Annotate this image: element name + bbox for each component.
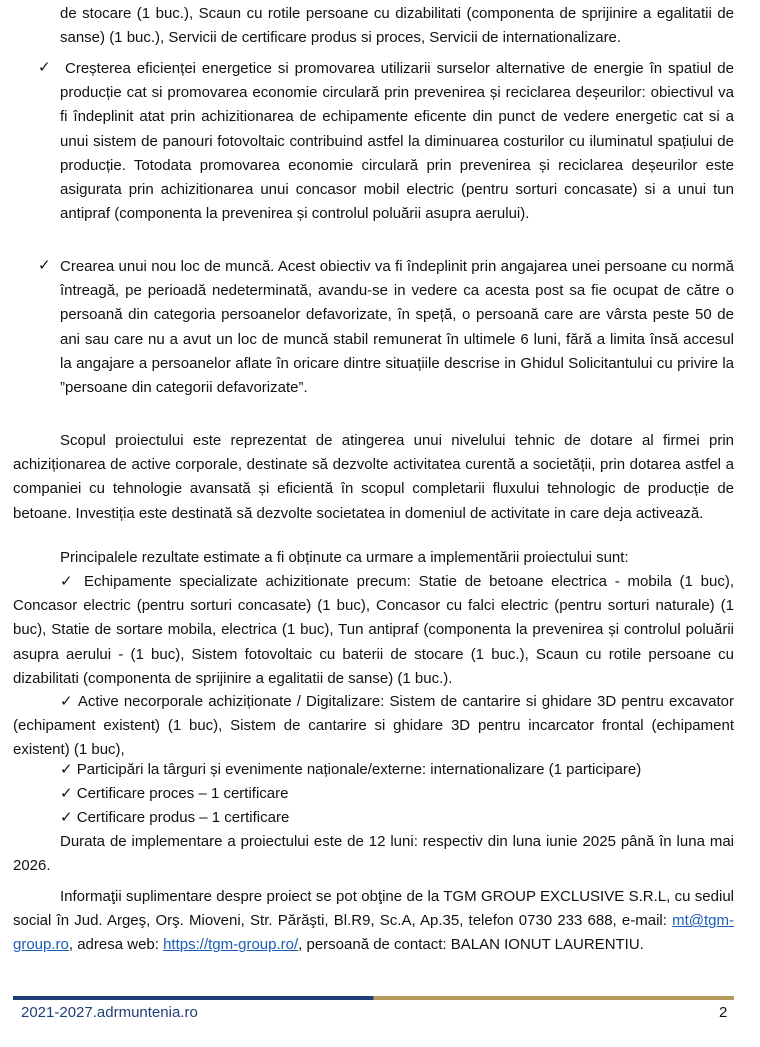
bullet-energy-efficiency: Creșterea eficienței energetice si promovarea utilizarii surselor alternative de energie în spatiul de producție cat si promovarea economie circulară prin prevenirea și reciclarea deșeurilor: obiectivul va fi îndeplinit atat prin achizitionarea de echipamente eficente din punct de vedere energetic cat si a unui sistem de panouri fotovoltaic contribuind astfel la diminuarea costurilor cu iluminatul spațiului de producție. Totodata promovarea economie circulară prin prevenirea și reciclarea deșeurilor este asigurata prin achizitionarea unui concasor mobil electric (pentru sorturi concasate) si a unui tun antipraf (componenta la prevenirea și controlul poluării asupra aerului). bbox=[60, 60, 734, 223]
contact-text: , adresa web: bbox=[68, 936, 164, 954]
scope-paragraph: Scopul proiectului este reprezentat de atingerea unui nivelului tehnic de dotare al firmei prin achiziționarea de active corporale, destinate să dezvolte activitatea curentă a societății, prin dotarea astfel a companiei cu tehnologie avansată și eficientă în scopul completarii fluxului tehnologic de producție de betoane. Investiția este destinată să dezvolte societatea in domeniul de activitate in care deja activează. bbox=[13, 432, 734, 522]
checkmark-icon: ✓ bbox=[38, 256, 51, 274]
website-link[interactable]: https://tgm-group.ro/ bbox=[163, 936, 299, 954]
result-fairs: ✓ Participări la târguri și evenimente naționale/externe: internationalizare (1 participare) bbox=[60, 761, 642, 778]
duration-paragraph: Durata de implementare a proiectului este de 12 luni: respectiv din luna iunie 2025 până în luna mai 2026. bbox=[13, 833, 734, 875]
result-digitalization: ✓ Active necorporale achiziționate / Digitalizare: Sistem de cantarire si ghidare 3D pentru excavator (echipament existent) (1 buc), Sistem de cantarire si ghidare 3D pentru incarcator frontal (echipament existent) (1 buc), bbox=[13, 693, 734, 759]
footer-divider bbox=[13, 996, 734, 1000]
result-equipment: ✓ Echipamente specializate achizitionate precum: Statie de betoane electrica - mobila (1 buc), Concasor electric (pentru sorturi concasate) (1 buc), Concasor cu falci electric (pentru sorturi naturale) (1 buc), Statie de sortare mobila, electrica (1 buc), Tun antipraf (componenta la prevenirea și controlul poluării asupra aerului - (1 buc), Sistem fotovoltaic cu baterii de stocare (1 buc.), Scaun cu rotile persoane cu dizabilitati (componenta de sprijinire a egalitatii de sanse) (1 buc.). bbox=[13, 573, 734, 687]
results-intro: Principalele rezultate estimate a fi obținute ca urmare a implementării proiectului sunt: bbox=[60, 549, 629, 566]
footer-website: 2021-2027.adrmuntenia.ro bbox=[21, 1004, 198, 1021]
contact-text: Informaţii suplimentare despre proiect se pot obţine de la TGM GROUP EXCLUSIVE S.R.L, cu sediul social în Jud. Argeş, Orş. Mioveni, Str. Părăşti, Bl.R9, Sc.A, Ap.35, telefon 0730 233 688, e-mail: bbox=[13, 888, 734, 930]
checkmark-icon: ✓ bbox=[38, 58, 51, 76]
continuation-text: de stocare (1 buc.), Scaun cu rotile persoane cu dizabilitati (componenta de sprijinire a egalitatii de sanse) (1 buc.), Servicii de certificare produs si proces, Servicii de internationalizare. bbox=[60, 5, 734, 47]
page-number: 2 bbox=[719, 1004, 728, 1021]
bullet-new-job: Crearea unui nou loc de muncă. Acest obiectiv va fi îndeplinit prin angajarea unei persoane cu normă întreagă, pe perioadă nedeterminată, avandu-se in vedere ca acesta post sa fie ocupat de către o persoană din categoria persoanelor defavorizate, în speță, o persoană care are vârsta peste 50 de ani sau care nu a avut un loc de muncă stabil remunerat în ultimele 6 luni, fără a limita însă accesul la angajare a persoanelor aflate în oricare dintre situațiile descrise in Ghidul Solicitantului cu privire la ”persoane din categorii defavorizate”. bbox=[60, 258, 734, 397]
result-product-certification: ✓ Certificare produs – 1 certificare bbox=[60, 809, 290, 826]
email-link[interactable]: mt@tgm-group.ro bbox=[13, 912, 734, 954]
contact-paragraph bbox=[13, 885, 734, 958]
result-process-certification: ✓ Certificare proces – 1 certificare bbox=[60, 785, 289, 802]
contact-text: , persoană de contact: BALAN IONUT LAURENTIU. bbox=[298, 936, 644, 954]
